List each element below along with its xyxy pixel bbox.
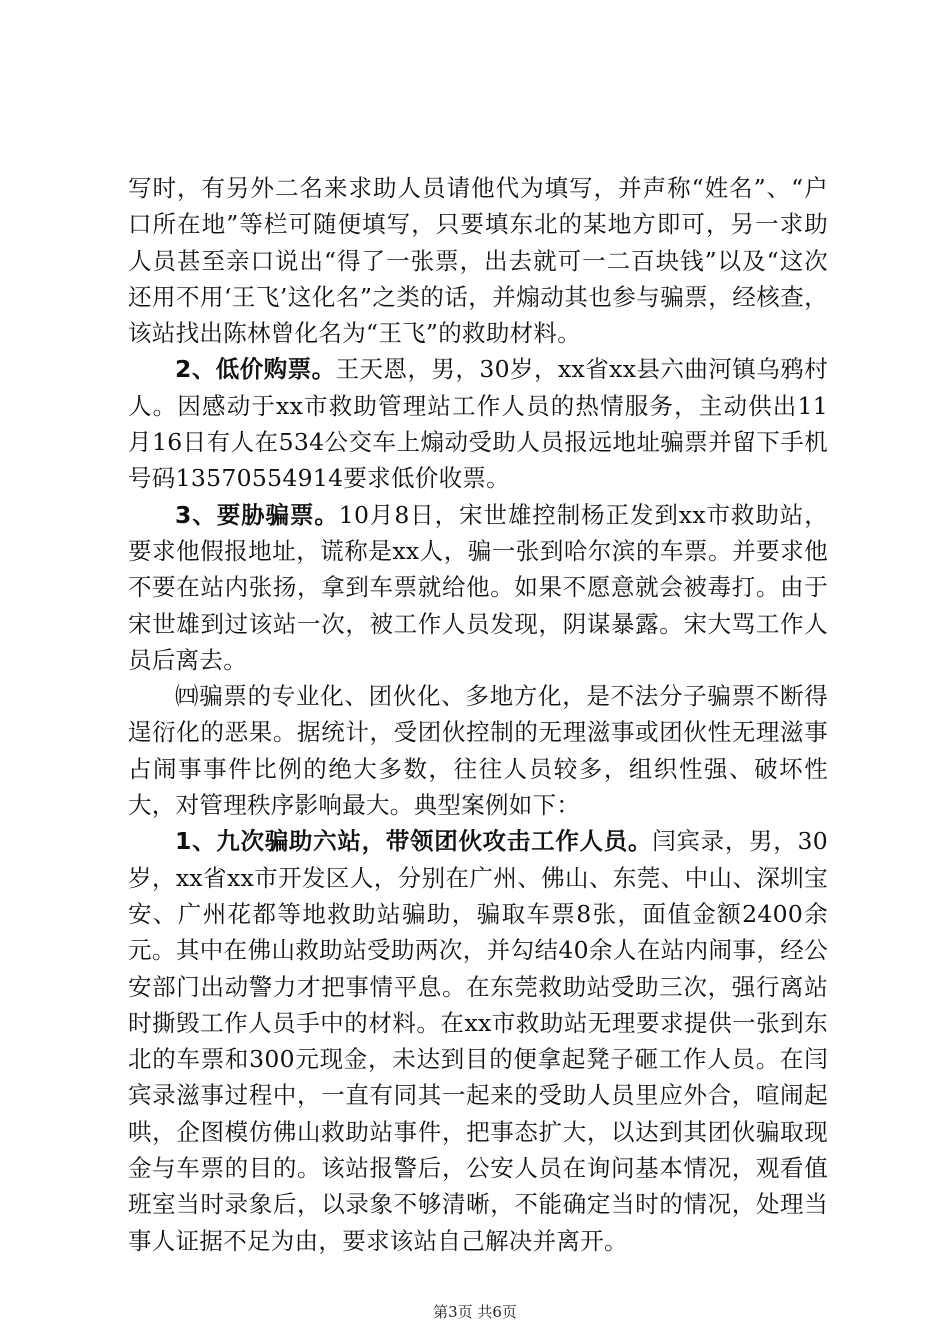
page-total: 共6页 [477,1303,517,1321]
paragraph-section-four [128,678,828,823]
page-number: 第3页 [433,1303,473,1321]
paragraph-heading: 3、要胁骗票。 [175,500,339,529]
paragraph-text: 闫宾录，男，30岁，xx省xx市开发区人，分别在广州、佛山、东莞、中山、深圳宝安、广州花都等地救助站骗助，骗取车票8张，面值金额2400余元。其中在佛山救助站受助两次，并勾结40余人在站内闹事，经公安部门出动警力才把事情平息。在东莞救助站受助三次，强行离站时撕毁工作人员手中的材料。在xx市救助站无理要求提供一张到东北的车票和300元现金，未达到目的便拿起凳子砸工作人员。在闫宾录滋事过程中，一直有同其一起来的受助人员里应外合，喧闹起哄，企图模仿佛山救助站事件，把事态扩大，以达到其团伙骗取现金与车票的目的。该站报警后，公安人员在询问基本情况，观看值班室当时录象后，以录象不够清晰，不能确定当时的情况，处理当事人证据不足为由，要求该站自己解决并离开。 [128,827,828,1255]
paragraph-continued [128,170,828,351]
page-footer [0,1302,950,1322]
paragraph-text: 写时，有另外二名来求助人员请他代为填写，并声称“姓名”、“户口所在地”等栏可随便填写，只要填东北的某地方即可，另一求助人员甚至亲口说出“得了一张票，出去就可一二百块钱”以及“这次还用不用‘王飞’这化名”之类的话，并煽动其也参与骗票，经核查，该站找出陈林曾化名为“王飞”的救助材料。 [128,174,828,348]
paragraph-text: 10月8日，宋世雄控制杨正发到xx市救助站，要求他假报地址，谎称是xx人，骗一张到哈尔滨的车票。并要求他不要在站内张扬，拿到车票就给他。如果不愿意就会被毒打。由于宋世雄到过该站一次，被工作人员发现，阴谋暴露。宋大骂工作人员后离去。 [128,500,828,674]
paragraph-text: 王天恩，男，30岁，xx省xx县六曲河镇乌鸦村人。因感动于xx市救助管理站工作人员的热情服务，主动供出11月16日有人在534公交车上煽动受助人员报远地址骗票并留下手机号码13570554914要求低价收票。 [128,355,828,493]
paragraph-case-one [128,823,828,1259]
document-body [128,170,828,1259]
paragraph-text: ㈣骗票的专业化、团伙化、多地方化，是不法分子骗票不断得逞衍化的恶果。据统计，受团伙控制的无理滋事或团伙性无理滋事占闹事事件比例的绝大多数，往往人员较多，组织性强、破坏性大，对管理秩序影响最大。典型案例如下： [128,682,828,820]
paragraph-low-price-ticket [128,351,828,496]
paragraph-heading: 2、低价购票。 [175,355,336,384]
paragraph-coerced-ticket [128,497,828,678]
paragraph-heading: 1、九次骗助六站，带领团伙攻击工作人员。 [175,827,653,856]
